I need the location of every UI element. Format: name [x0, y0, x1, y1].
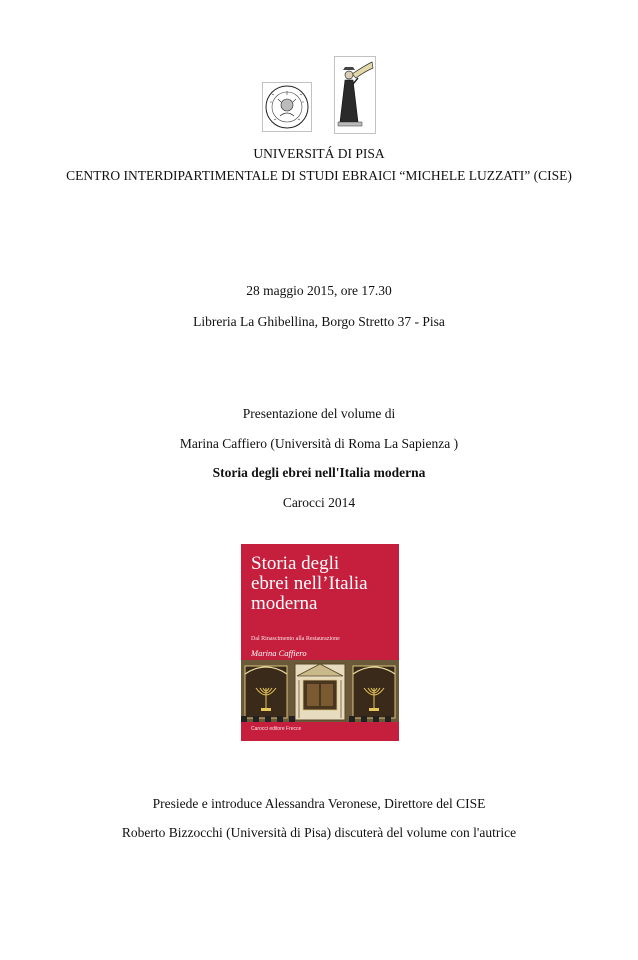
cover-title-line-3: moderna: [251, 593, 318, 614]
event-date: 28 maggio 2015, ore 17.30: [246, 283, 392, 298]
university-seal-icon: [262, 82, 312, 132]
book-publisher: Carocci 2014: [282, 495, 356, 510]
book-title: Storia degli ebrei nell'Italia moderna: [212, 465, 426, 480]
presentation-intro: Presentazione del volume di: [242, 406, 396, 421]
cover-title-line-2: ebrei nell’Italia: [251, 573, 368, 594]
discussant-line: Roberto Bizzocchi (Università di Pisa) discuterà del volume con l'autrice: [121, 825, 517, 840]
synagogue-artwork-icon: [241, 660, 399, 722]
book-author: Marina Caffiero (Università di Roma La Sapienza ): [179, 436, 459, 451]
cover-subtitle: Dal Rinascimento alla Restaurazione: [251, 636, 340, 642]
cover-title-line-1: Storia degli: [251, 553, 340, 574]
centre-name: CENTRO INTERDIPARTIMENTALE DI STUDI EBRAICI “MICHELE LUZZATI” (CISE): [66, 168, 572, 183]
cover-publisher-mark: Carocci editore Frecce: [251, 726, 302, 732]
event-venue: Libreria La Ghibellina, Borgo Stretto 37 - Pisa: [193, 314, 445, 329]
book-cover-image: [241, 544, 399, 741]
shofar-figure-icon: [334, 56, 376, 134]
cover-author: Marina Caffiero: [251, 648, 307, 658]
university-name: UNIVERSITÁ DI PISA: [253, 146, 385, 161]
chair-line: Presiede e introduce Alessandra Veronese, Direttore del CISE: [152, 796, 486, 811]
